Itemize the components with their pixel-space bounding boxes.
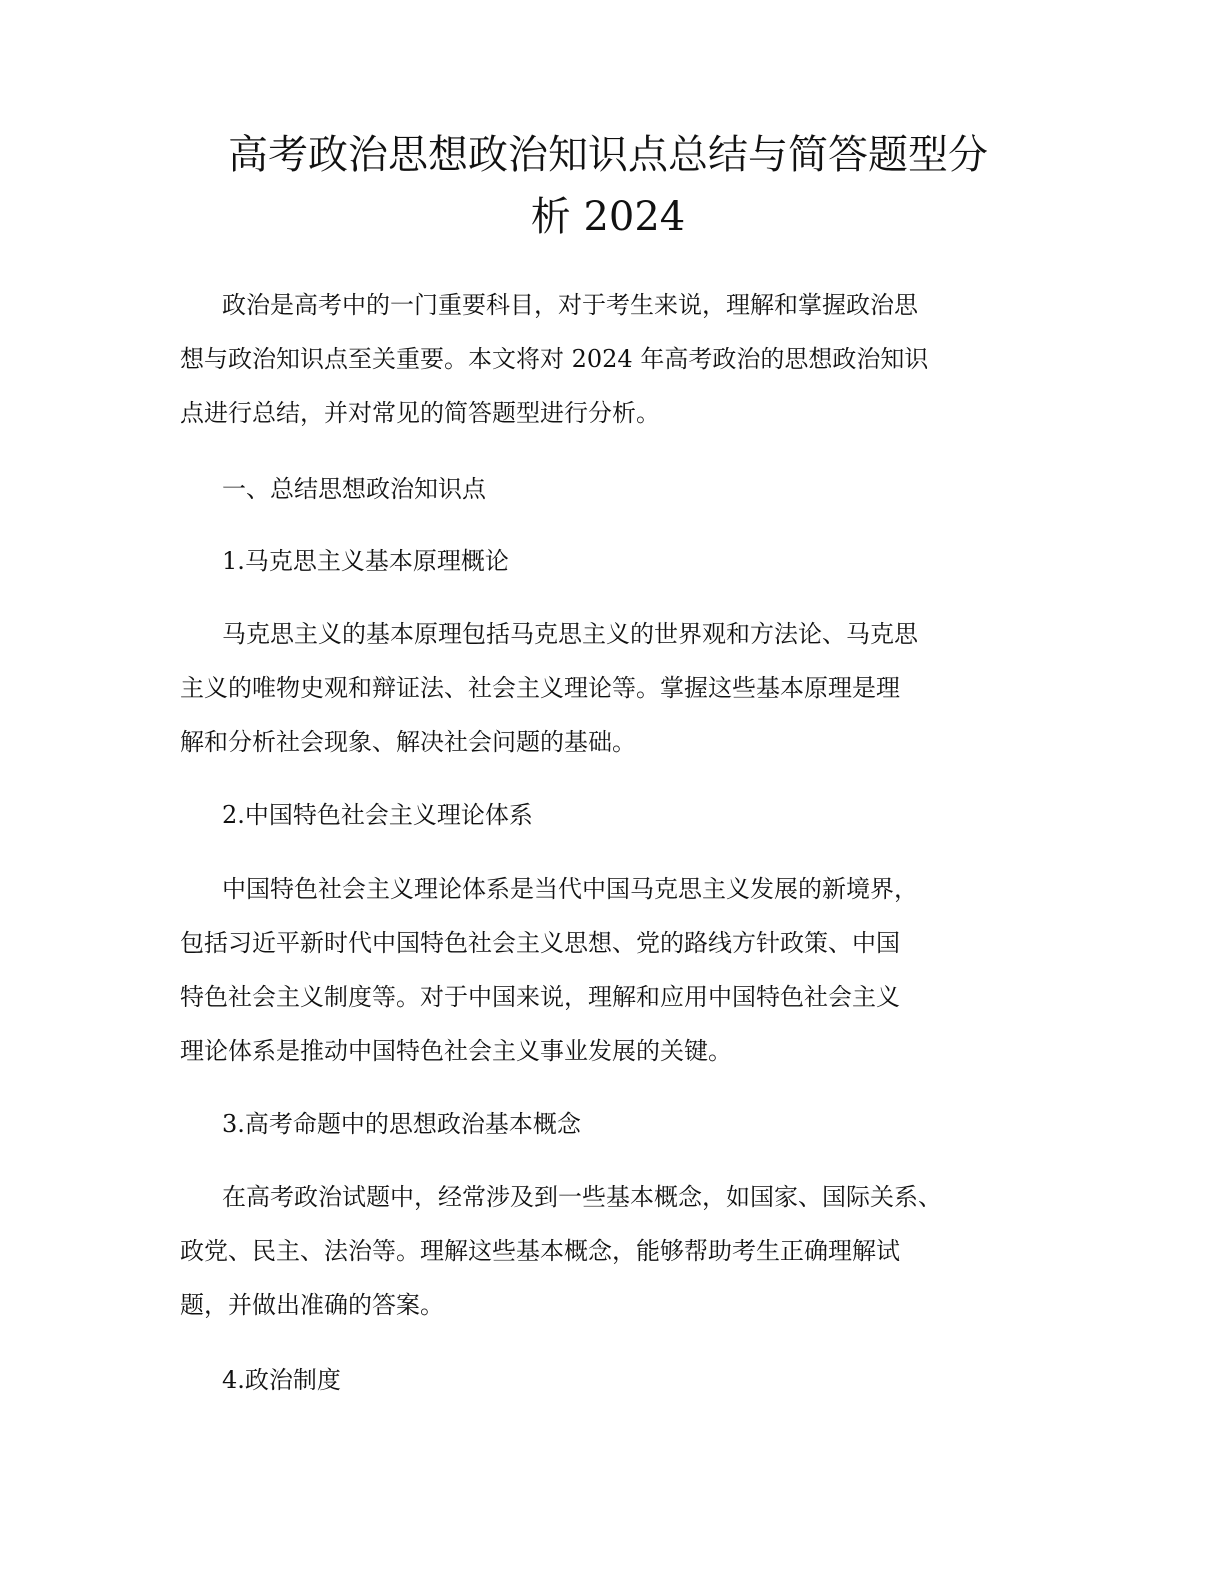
item1-line-2: 主义的唯物史观和辩证法、社会主义理论等。掌握这些基本原理是理	[180, 674, 900, 702]
title-line-1: 高考政治思想政治知识点总结与简答题型分	[228, 132, 988, 178]
item2-line-1: 中国特色社会主义理论体系是当代中国马克思主义发展的新境界，	[222, 875, 918, 903]
item2-line-3: 特色社会主义制度等。对于中国来说，理解和应用中国特色社会主义	[180, 983, 900, 1011]
item-heading-3: 3.高考命题中的思想政治基本概念	[222, 1110, 581, 1138]
item3-line-3: 题，并做出准确的答案。	[180, 1291, 444, 1319]
section-heading-1: 一、总结思想政治知识点	[222, 475, 486, 503]
title-line-2: 析 2024	[530, 194, 686, 240]
item1-line-3: 解和分析社会现象、解决社会问题的基础。	[180, 728, 636, 756]
intro-line-2: 想与政治知识点至关重要。本文将对 2024 年高考政治的思想政治知识	[180, 345, 929, 373]
intro-paragraph	[180, 278, 1060, 440]
document-title	[150, 124, 1066, 248]
item-heading-1: 1.马克思主义基本原理概论	[222, 547, 509, 575]
item3-line-1: 在高考政治试题中，经常涉及到一些基本概念，如国家、国际关系、	[222, 1183, 942, 1211]
item3-line-2: 政党、民主、法治等。理解这些基本概念，能够帮助考生正确理解试	[180, 1237, 900, 1265]
item2-paragraph	[180, 862, 1060, 1078]
item-heading-4: 4.政治制度	[222, 1366, 341, 1394]
item1-paragraph	[180, 607, 1060, 769]
item1-line-1: 马克思主义的基本原理包括马克思主义的世界观和方法论、马克思	[222, 620, 918, 648]
intro-line-1: 政治是高考中的一门重要科目，对于考生来说，理解和掌握政治思	[222, 291, 918, 319]
item2-line-4: 理论体系是推动中国特色社会主义事业发展的关键。	[180, 1037, 732, 1065]
item2-line-2: 包括习近平新时代中国特色社会主义思想、党的路线方针政策、中国	[180, 929, 900, 957]
item-heading-2: 2.中国特色社会主义理论体系	[222, 801, 533, 829]
item3-paragraph	[180, 1170, 1060, 1332]
intro-line-3: 点进行总结，并对常见的简答题型进行分析。	[180, 399, 660, 427]
